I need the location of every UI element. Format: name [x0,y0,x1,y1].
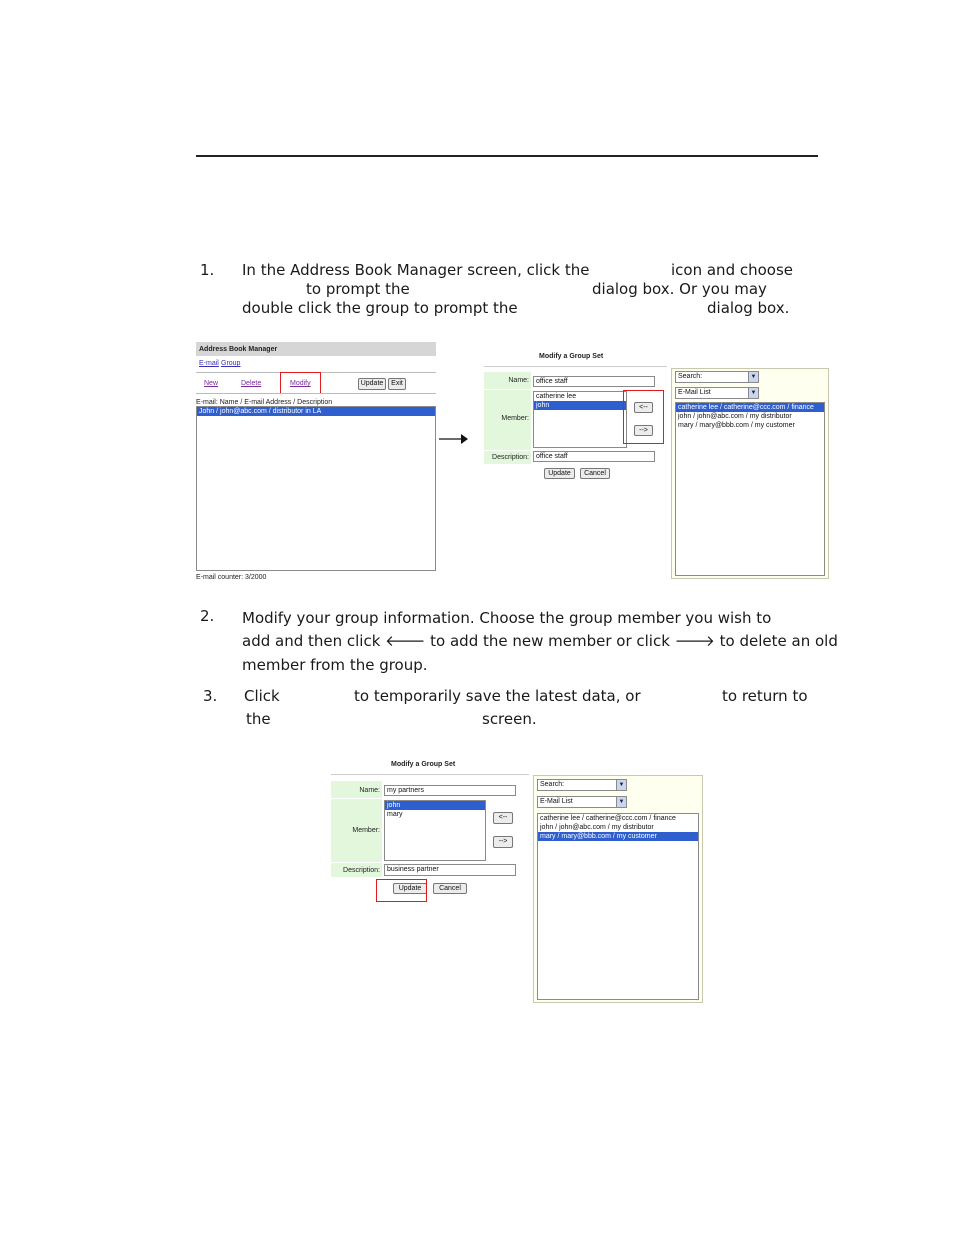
step-1-line-2b: dialog box. Or you may [592,280,767,298]
list-item[interactable]: mary [387,811,403,818]
step-3-line-2b: screen. [482,710,537,728]
dialog1-search-label: Search: [678,373,703,380]
dialog2-search-select[interactable] [537,779,627,791]
step-2-line-3: member from the group. [242,656,428,674]
list-item[interactable]: mary / mary@bbb.com / my customer [678,422,795,429]
step-3-line-2a: the [246,710,271,728]
dialog2-update-highlight [376,879,427,902]
abm-list-header: E-mail: Name / E-mail Address / Description [196,399,333,406]
dialog1-name-input[interactable]: office staff [533,376,655,387]
abm-email-list[interactable] [196,406,436,571]
step-2-line-1: Modify your group information. Choose the group member you wish to [242,609,772,627]
dialog2-name-input[interactable]: my partners [384,785,516,796]
modify-link[interactable]: Modify [290,380,311,387]
tab-group[interactable]: Group [221,360,241,367]
dialog1-remove-member-button[interactable]: --> [634,425,653,436]
modify-highlight [280,372,321,394]
dialog1-add-member-button[interactable]: <-- [634,402,653,413]
abm-update-button[interactable]: Update [358,378,386,390]
dialog1-update-button[interactable]: Update [544,468,575,479]
dialog2-description-input[interactable]: business partner [384,864,516,876]
list-item[interactable]: catherine lee [536,393,577,400]
list-item[interactable]: John / john@abc.com / distributor in LA [197,407,435,416]
dialog1-search-select[interactable] [675,371,759,383]
step-3-number: 3. [203,687,218,705]
new-link[interactable]: New [204,380,219,387]
list-item[interactable]: john / john@abc.com / my distributor [540,824,654,831]
list-item[interactable]: john / john@abc.com / my distributor [678,413,792,420]
dialog2-member-label: Member: [352,827,380,834]
dialog2-add-member-button[interactable]: <-- [493,812,513,824]
step-1-line-1a: In the Address Book Manager screen, click the [242,261,590,279]
dialog2-update-button[interactable]: Update [393,883,427,894]
chevron-down-icon: ▼ [616,797,626,807]
dialog1-arrows-highlight [623,390,664,444]
list-item[interactable]: catherine lee / catherine@ccc.com / finance [676,403,824,412]
dialog2-desc-label: Description: [343,867,380,874]
dialog1-email-list[interactable] [675,402,825,576]
dialog2-name-label: Name: [359,787,380,794]
chevron-down-icon: ▼ [748,388,758,398]
dialog2-title: Modify a Group Set [391,761,456,768]
step-3-line-1c: to return to [722,687,808,705]
step-3-line-1a: Click [244,687,280,705]
step-2-number: 2. [200,607,215,625]
step-1-line-3b: dialog box. [707,299,790,317]
delete-link[interactable]: Delete [241,380,262,387]
step-2-line-2: add and then click 🡐 to add the new member or click 🡒 to delete an old [242,632,838,650]
step-1-line-2a: to prompt the [306,280,410,298]
dialog-modify-group-1 [484,350,830,582]
dialog1-title: Modify a Group Set [539,353,604,360]
abm-title: Address Book Manager [199,346,278,353]
step-1-number: 1. [200,261,215,279]
address-book-manager-screenshot [196,342,443,584]
dialog1-name-label: Name: [508,377,529,384]
dialog2-email-panel [533,775,703,1003]
dialog2-list-select-value: E-Mail List [540,798,573,805]
dialog1-list-select-value: E-Mail List [678,389,711,396]
dialog1-title-rule [484,366,667,367]
dialog1-desc-label: Description: [492,454,529,461]
header-rule [196,155,818,157]
dialog1-member-list[interactable] [533,391,627,448]
dialog2-search-label: Search: [540,781,565,788]
step-1-line-3a: double click the group to prompt the [242,299,518,317]
dialog2-list-select[interactable] [537,796,627,808]
list-item[interactable]: mary / mary@bbb.com / my customer [538,832,698,841]
dialog2-cancel-button[interactable]: Cancel [433,883,467,894]
dialog1-list-select[interactable] [675,387,759,399]
dialog-modify-group-2 [331,757,704,1005]
chevron-down-icon: ▼ [748,372,758,382]
dialog2-remove-member-button[interactable]: --> [493,836,513,848]
chevron-down-icon: ▼ [616,780,626,790]
dialog2-email-list[interactable] [537,813,699,1000]
step-3-line-1b: to temporarily save the latest data, or [354,687,641,705]
list-item[interactable]: catherine lee / catherine@ccc.com / finance [540,815,676,822]
abm-email-counter: E-mail counter: 3/2000 [196,574,267,581]
dialog2-title-rule [331,774,529,775]
list-item[interactable]: john [534,401,626,410]
list-item[interactable]: john [385,801,485,810]
arrow-right-icon [437,432,469,446]
dialog1-email-panel [671,368,829,579]
abm-divider-2 [196,393,436,394]
step-1-line-1b: icon and choose [671,261,794,279]
dialog1-cancel-button[interactable]: Cancel [580,468,610,479]
tab-email[interactable]: E-mail [199,360,219,367]
dialog1-member-label: Member: [501,415,529,422]
abm-exit-button[interactable]: Exit [388,378,406,390]
dialog1-description-input[interactable]: office staff [533,451,655,462]
dialog2-member-list[interactable] [384,800,486,861]
